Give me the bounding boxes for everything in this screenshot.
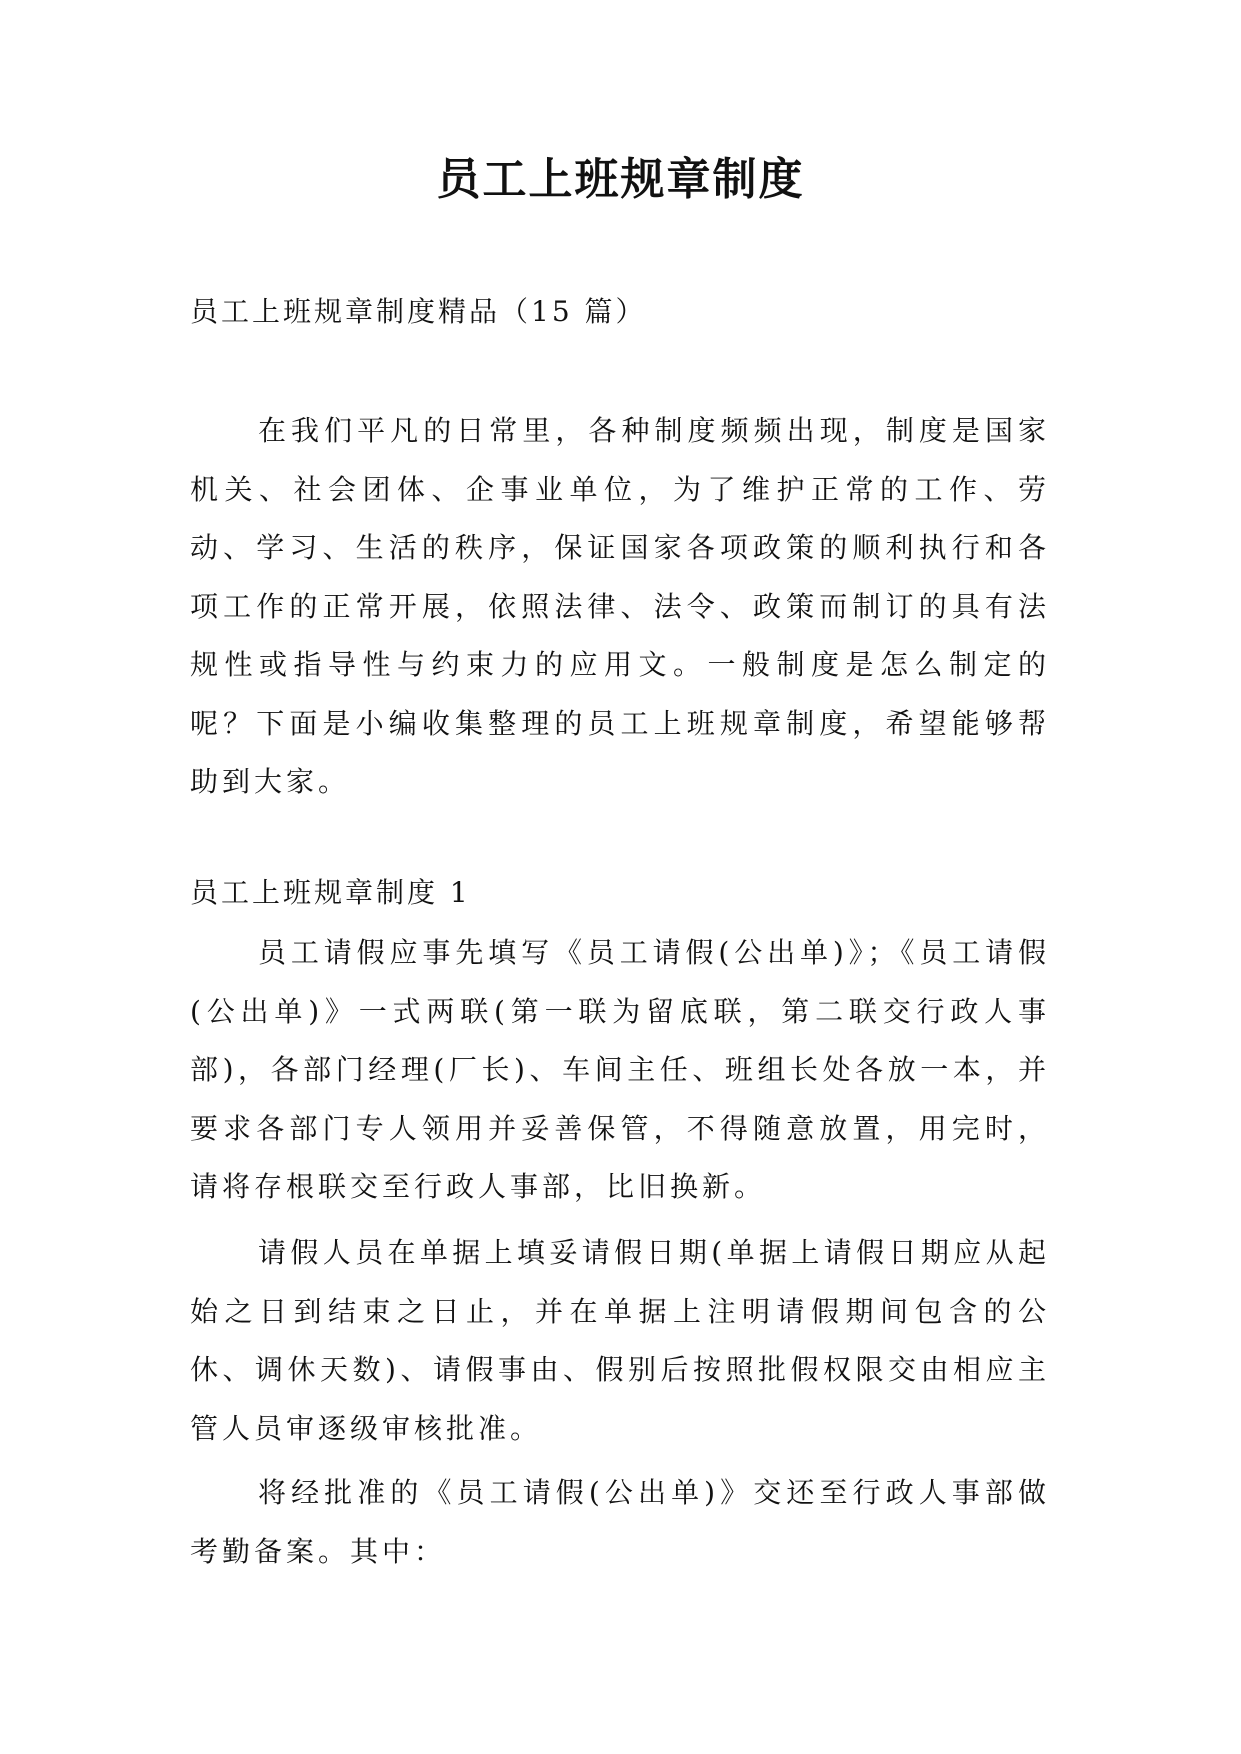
body-paragraph-2: 请假人员在单据上填妥请假日期(单据上请假日期应从起始之日到结束之日止，并在单据上注明请假期间包含的公休、调休天数)、请假事由、假别后按照批假权限交由相应主管人员审逐级审核批准。: [190, 1236, 1050, 1445]
body-paragraph-3: 将经批准的《员工请假(公出单)》交还至行政人事部做考勤备案。其中：: [190, 1476, 1050, 1568]
intro-paragraph: 在我们平凡的日常里，各种制度频频出现，制度是国家机关、社会团体、企事业单位，为了维护正常的工作、劳动、学习、生活的秩序，保证国家各项政策的顺利执行和各项工作的正常开展，依照法律、法令、政策而制订的具有法规性或指导性与约束力的应用文。一般制度是怎么制定的呢？下面是小编收集整理的员工上班规章制度，希望能够帮助到大家。: [190, 414, 1050, 798]
document-title: 员工上班规章制度: [436, 154, 805, 205]
body-paragraph-1: 员工请假应事先填写《员工请假(公出单)》；《员工请假(公出单)》一式两联(第一联为留底联，第二联交行政人事部)，各部门经理(厂长)、车间主任、班组长处各放一本，并要求各部门专人领用并妥善保管，不得随意放置，用完时，请将存根联交至行政人事部，比旧换新。: [190, 936, 1050, 1203]
section-heading: 员工上班规章制度 1: [190, 876, 471, 909]
document-subtitle: 员工上班规章制度精品（15 篇）: [190, 295, 647, 328]
